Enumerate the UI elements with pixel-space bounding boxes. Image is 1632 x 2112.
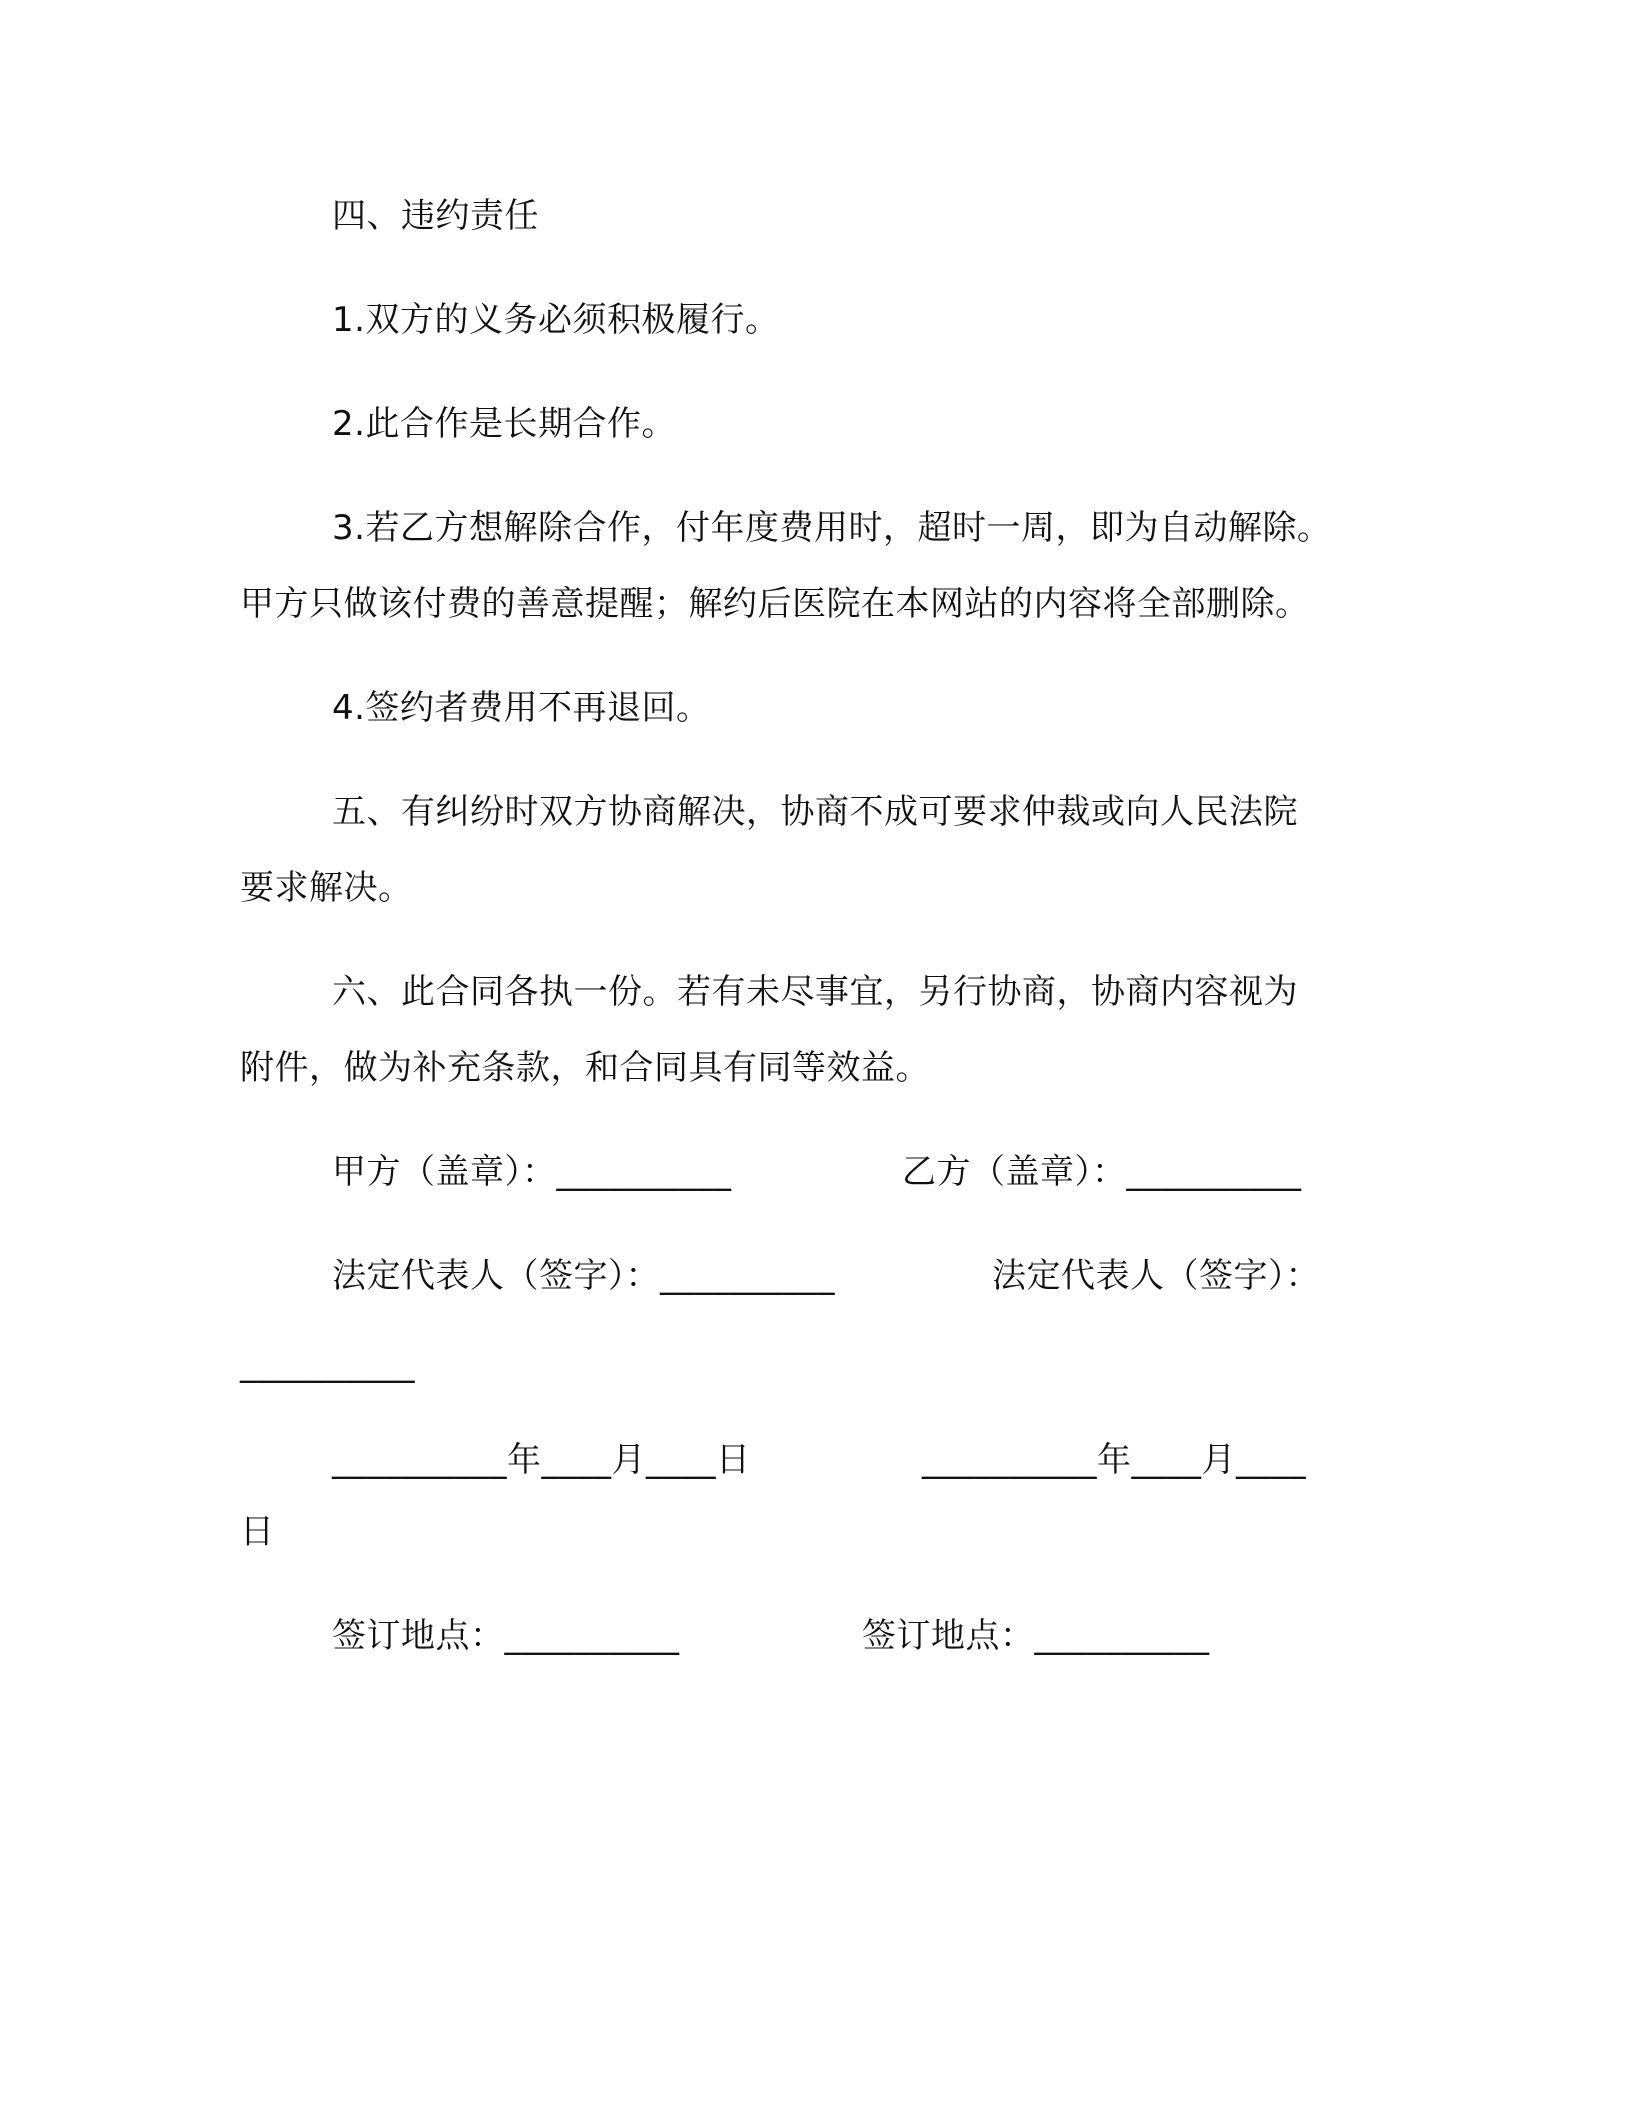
item-1: 1.双方的义务必须积极履行。	[332, 300, 780, 340]
party-b-date-day: 日	[240, 1512, 275, 1552]
party-b-signing-place: 签订地点：__________	[862, 1616, 1210, 1656]
party-a-seal: 甲方（盖章）：__________	[332, 1152, 732, 1192]
party-b-representative-blank: __________	[240, 1344, 415, 1384]
item-4: 4.签约者费用不再退回。	[332, 688, 711, 728]
item-3-line-2: 甲方只做该付费的善意提醒；解约后医院在本网站的内容将全部删除。	[240, 584, 1310, 624]
party-b-date: __________年____月____	[922, 1440, 1306, 1480]
section5-line-1: 五、有纠纷时双方协商解决，协商不成可要求仲裁或向人民法院	[332, 792, 1298, 832]
item-2: 2.此合作是长期合作。	[332, 404, 676, 444]
party-a-representative: 法定代表人（签字）：__________	[332, 1256, 835, 1296]
section5-line-2: 要求解决。	[240, 868, 413, 908]
item-3-line-1: 3.若乙方想解除合作，付年度费用时，超时一周，即为自动解除。	[332, 508, 1332, 548]
party-b-seal: 乙方（盖章）：__________	[902, 1152, 1302, 1192]
section4-heading: 四、违约责任	[332, 196, 539, 236]
party-a-date: __________年____月____日	[332, 1440, 751, 1480]
party-b-representative: 法定代表人（签字）：	[992, 1256, 1320, 1296]
party-a-signing-place: 签订地点：__________	[332, 1616, 680, 1656]
section6-line-1: 六、此合同各执一份。若有未尽事宜，另行协商，协商内容视为	[332, 972, 1298, 1012]
section6-line-2: 附件，做为补充条款，和合同具有同等效益。	[240, 1048, 930, 1088]
